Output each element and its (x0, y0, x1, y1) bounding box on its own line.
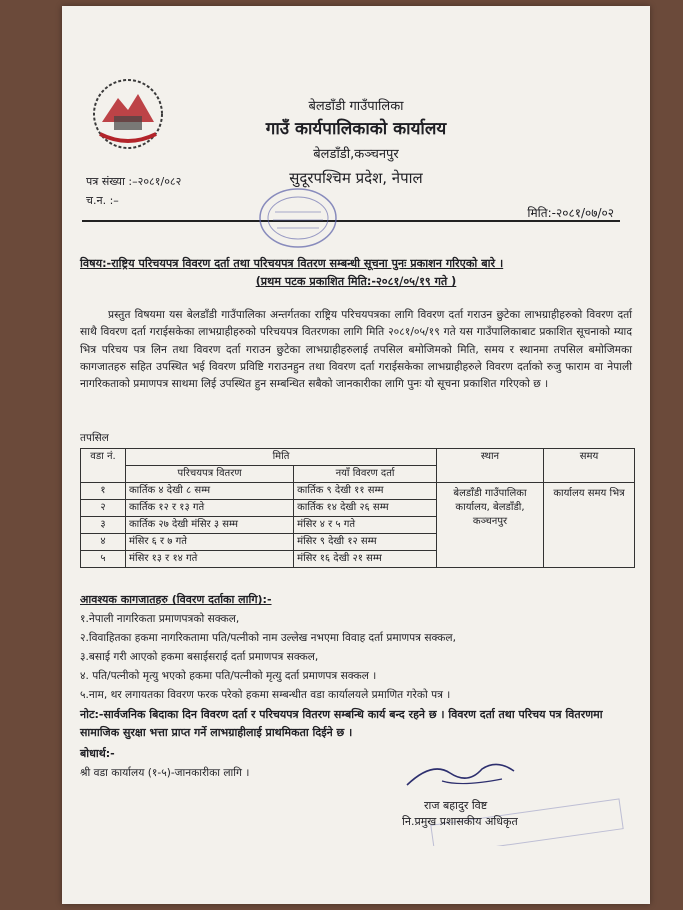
document-item: ५.नाम, थर लगायतका विवरण फरक परेको हकमा सम्बन्धीत वडा कार्यालयले प्रमाणित गरेको पत्र । (80, 689, 451, 701)
reference-number: पत्र संख्या :–२०८१/०८२ (86, 175, 182, 188)
registration-cell: कार्तिक ९ देखी ११ सम्म (294, 483, 437, 500)
ward-cell: ४ (81, 534, 126, 551)
distribution-cell: मंसिर ६ र ७ गते (126, 534, 294, 551)
signer-title: नि.प्रमुख प्रशासकीय अधिकृत (402, 815, 518, 828)
letter-date: मिति:-२०८१/०७/०२ (527, 206, 614, 220)
header-registration: नयाँ विवरण दर्ता (294, 466, 437, 483)
header-place: स्थान (437, 449, 544, 483)
header-date: मिति (126, 449, 437, 466)
document-item: १.नेपाली नागरिकता प्रमाणपत्रको सक्कल, (80, 613, 240, 625)
header-time: समय (544, 449, 635, 483)
office-province: सुदूरपश्चिम प्रदेश, नेपाल (289, 169, 423, 187)
first-published-date: (प्रथम पटक प्रकाशित मिति:-२०८१/०५/१९ गते ) (255, 275, 457, 288)
signature-icon (402, 751, 522, 791)
distribution-cell: कार्तिक २७ देखी मंसिर ३ सम्म (126, 517, 294, 534)
cc-title: बोधार्थ:- (80, 747, 115, 760)
cc-item: श्री वडा कार्यालय (१-५)-जानकारीका लागि । (80, 767, 250, 779)
nepal-emblem-icon (90, 76, 166, 152)
notice-note: नोट:-सार्वजनिक बिदाका दिन विवरण दर्ता र परिचयपत्र वितरण सम्बन्धि कार्य बन्द रहने छ । विवरण दर्ता तथा परिचय पत्र वितरणमा सामाजिक सुरक्षा भत्ता प्राप्त गर्ने लाभग्राहीलाई प्राथमिकता दिईने छ । (80, 708, 603, 739)
header-divider (82, 220, 620, 222)
header-ward: वडा नं. (81, 449, 126, 483)
distribution-cell: कार्तिक १२ र १३ गते (126, 500, 294, 517)
required-documents-title: आवश्यक कागजातहरु (विवरण दर्ताका लागि):- (80, 593, 272, 606)
registration-cell: मंसिर १६ देखी २१ सम्म (294, 551, 437, 568)
ward-cell: २ (81, 500, 126, 517)
office-stamp-icon (257, 186, 339, 250)
time-cell: कार्यालय समय भित्र (544, 483, 635, 568)
document-item: ४. पति/पत्नीको मृत्यु भएको हकमा पति/पत्नीको मृत्यु दर्ता प्रमाणपत्र सक्कल । (80, 670, 377, 682)
office-address: बेलडाँडी,कञ्चनपुर (313, 147, 399, 162)
schedule-label: तपसिल (80, 432, 109, 444)
table-header-row (81, 449, 635, 466)
notice-paper (62, 6, 650, 904)
signer-name: राज बहादुर विष्ट (424, 799, 488, 812)
notice-body: प्रस्तुत विषयमा यस बेलडाँडी गाउँपालिका अन्तर्गतका राष्ट्रिय परिचयपत्रका लागि विवरण दर्ता गराउन छुटेका लाभग्राहीहरुको विवरण दर्ता साथै विवरण दर्ता गराईसकेका लाभग्राहीहरुको परिचयपत्र वितरणका लागि मिति २०८१/०५/१९ गते यस गाउँपालिकाबाट प्रकाशित सूचनाको म्याद भित्र परिचय पत्र लिन तथा विवरण दर्ता गराउन छुटेका लाभग्राहीहरुलाई तपसिल बमोजिमको मिति, समय र स्थानमा तपसिल बमोजिमका कागजातहरु सहित उपस्थित भई विवरण प्रविष्टि गराउनहुन तथा विवरण दर्ता गराईसकेका लाभग्राहीहरुले विवरण दर्ताको रुजु फाराम वा नेपाली नागरिकताको प्रमाणपत्र साथमा लिई उपस्थित हुन सम्बन्धित सबैको जानकारीका लागि पुनः यो सूचना प्रकाशित गरिएको छ । (80, 308, 632, 391)
place-cell: बेलडाँडी गाउँपालिका कार्यालय, बेलडाँडी, कञ्चनपुर (437, 483, 544, 568)
office-title: गाउँ कार्यपालिकाको कार्यालय (265, 119, 447, 139)
ward-cell: ५ (81, 551, 126, 568)
ward-cell: ३ (81, 517, 126, 534)
distribution-cell: मंसिर १३ र १४ गते (126, 551, 294, 568)
document-item: २.विवाहितका हकमा नागरिकतामा पति/पत्नीको नाम उल्लेख नभएमा विवाह दर्ता प्रमाणपत्र सक्कल, (80, 632, 456, 644)
distribution-cell: कार्तिक ४ देखी ८ सम्म (126, 483, 294, 500)
schedule-table (80, 448, 635, 568)
dispatch-number: च.न. :– (86, 194, 119, 207)
table-row (81, 483, 635, 500)
registration-cell: कार्तिक १४ देखी २६ सम्म (294, 500, 437, 517)
office-name: बेलडाँडी गाउँपालिका (308, 99, 404, 114)
header-distribution: परिचयपत्र वितरण (126, 466, 294, 483)
registration-cell: मंसिर ४ र ५ गते (294, 517, 437, 534)
ward-cell: १ (81, 483, 126, 500)
notice-subject: विषय:-राष्ट्रिय परिचयपत्र विवरण दर्ता तथा परिचयपत्र वितरण सम्बन्धी सूचना पुनः प्रकाशन गरिएको बारे । (80, 257, 504, 270)
document-item: ३.बसाई गरी आएको हकमा बसाईसराई दर्ता प्रमाणपत्र सक्कल, (80, 651, 319, 663)
registration-cell: मंसिर ९ देखी १२ सम्म (294, 534, 437, 551)
